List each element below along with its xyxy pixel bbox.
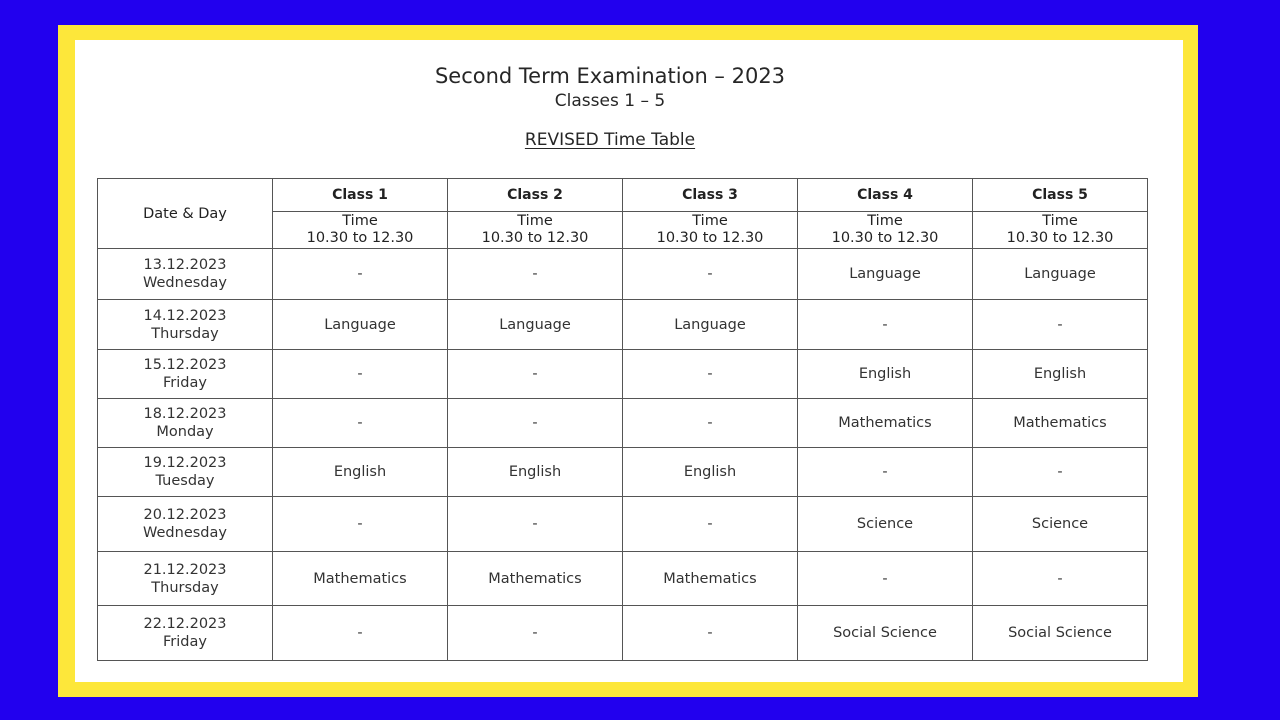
subject-cell: - bbox=[448, 350, 623, 399]
day: Tuesday bbox=[155, 473, 215, 489]
subject-cell: - bbox=[798, 448, 973, 497]
subject-cell: - bbox=[273, 399, 448, 448]
time-slot-header bbox=[448, 212, 623, 249]
time-range: 10.30 to 12.30 bbox=[656, 230, 764, 246]
subject-cell: English bbox=[973, 350, 1148, 399]
subject-cell: - bbox=[798, 300, 973, 350]
date: 13.12.2023 bbox=[143, 257, 227, 273]
subject-cell: English bbox=[798, 350, 973, 399]
date-cell bbox=[98, 249, 273, 300]
date: 21.12.2023 bbox=[143, 561, 227, 578]
table-row bbox=[98, 399, 1148, 448]
subject-cell: Science bbox=[973, 497, 1148, 552]
class-header: Class 4 bbox=[798, 179, 973, 212]
time-slot-header bbox=[973, 212, 1148, 249]
subject-cell: - bbox=[448, 497, 623, 552]
date: 14.12.2023 bbox=[143, 307, 227, 324]
exam-timetable bbox=[97, 178, 1148, 661]
time-range: 10.30 to 12.30 bbox=[1006, 230, 1114, 246]
time-slot-header bbox=[798, 212, 973, 249]
day: Thursday bbox=[151, 579, 219, 596]
subject-cell: - bbox=[273, 606, 448, 661]
document-subtitle: Classes 1 – 5 bbox=[554, 91, 666, 111]
class-header: Class 1 bbox=[273, 179, 448, 212]
subject-cell: Language bbox=[798, 249, 973, 300]
table-row bbox=[98, 606, 1148, 661]
day: Monday bbox=[156, 424, 214, 440]
time-label: Time bbox=[692, 213, 728, 229]
table-row bbox=[98, 350, 1148, 399]
date-cell bbox=[98, 350, 273, 399]
table-row bbox=[98, 552, 1148, 606]
date-cell bbox=[98, 448, 273, 497]
date: 19.12.2023 bbox=[143, 455, 227, 471]
subject-cell: - bbox=[273, 497, 448, 552]
time-range: 10.30 to 12.30 bbox=[831, 230, 939, 246]
subject-cell: - bbox=[973, 300, 1148, 350]
table-row bbox=[98, 448, 1148, 497]
table-row bbox=[98, 300, 1148, 350]
subject-cell: Language bbox=[623, 300, 798, 350]
document-title: Second Term Examination – 2023 bbox=[434, 64, 786, 88]
subject-cell: Social Science bbox=[798, 606, 973, 661]
class-header: Class 5 bbox=[973, 179, 1148, 212]
class-header: Class 2 bbox=[448, 179, 623, 212]
timetable-heading: REVISED Time Table bbox=[524, 130, 696, 150]
subject-cell: Language bbox=[448, 300, 623, 350]
date: 15.12.2023 bbox=[143, 357, 227, 373]
date-cell bbox=[98, 300, 273, 350]
date: 22.12.2023 bbox=[143, 616, 227, 632]
time-label: Time bbox=[342, 213, 378, 229]
subject-cell: Mathematics bbox=[973, 399, 1148, 448]
date: 20.12.2023 bbox=[143, 507, 227, 523]
date-cell bbox=[98, 552, 273, 606]
table-row bbox=[98, 497, 1148, 552]
time-label: Time bbox=[867, 213, 903, 229]
subject-cell: Mathematics bbox=[623, 552, 798, 606]
subject-cell: Science bbox=[798, 497, 973, 552]
table-row bbox=[98, 249, 1148, 300]
date-cell bbox=[98, 399, 273, 448]
subject-cell: - bbox=[623, 399, 798, 448]
subject-cell: Language bbox=[973, 249, 1148, 300]
day: Wednesday bbox=[143, 525, 227, 541]
time-slot-header bbox=[623, 212, 798, 249]
date-header: Date & Day bbox=[98, 179, 273, 249]
subject-cell: - bbox=[448, 606, 623, 661]
subject-cell: - bbox=[273, 249, 448, 300]
subject-cell: - bbox=[273, 350, 448, 399]
subject-cell: - bbox=[623, 350, 798, 399]
subject-cell: Social Science bbox=[973, 606, 1148, 661]
subject-cell: - bbox=[623, 249, 798, 300]
subject-cell: English bbox=[448, 448, 623, 497]
subject-cell: Mathematics bbox=[448, 552, 623, 606]
day: Friday bbox=[163, 634, 207, 650]
subject-cell: Language bbox=[273, 300, 448, 350]
class-header: Class 3 bbox=[623, 179, 798, 212]
time-range: 10.30 to 12.30 bbox=[306, 230, 414, 246]
subject-cell: English bbox=[623, 448, 798, 497]
day: Wednesday bbox=[143, 275, 227, 291]
time-label: Time bbox=[1042, 213, 1078, 229]
time-slot-header bbox=[273, 212, 448, 249]
date-cell bbox=[98, 497, 273, 552]
time-range: 10.30 to 12.30 bbox=[481, 230, 589, 246]
date-cell bbox=[98, 606, 273, 661]
day: Friday bbox=[163, 375, 207, 391]
subject-cell: Mathematics bbox=[273, 552, 448, 606]
subject-cell: - bbox=[448, 249, 623, 300]
subject-cell: - bbox=[973, 552, 1148, 606]
subject-cell: - bbox=[973, 448, 1148, 497]
subject-cell: Mathematics bbox=[798, 399, 973, 448]
date: 18.12.2023 bbox=[143, 406, 227, 422]
subject-cell: - bbox=[623, 606, 798, 661]
day: Thursday bbox=[151, 325, 219, 342]
subject-cell: - bbox=[798, 552, 973, 606]
subject-cell: English bbox=[273, 448, 448, 497]
time-label: Time bbox=[517, 213, 553, 229]
subject-cell: - bbox=[448, 399, 623, 448]
subject-cell: - bbox=[623, 497, 798, 552]
